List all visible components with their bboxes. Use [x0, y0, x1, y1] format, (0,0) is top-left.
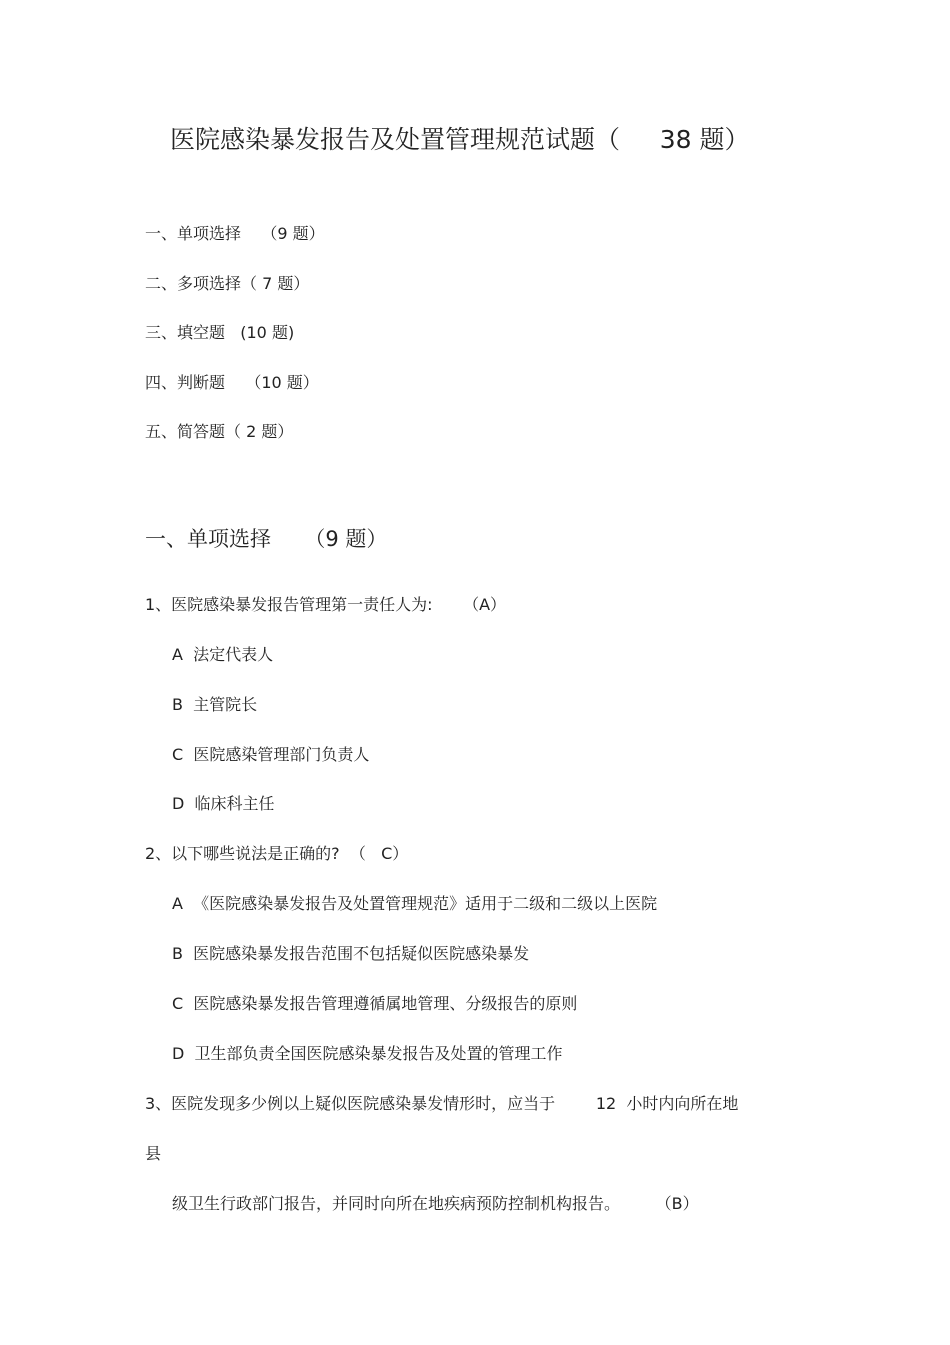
toc-item-multiple-choice: 二、多项选择（ 7 题） — [145, 274, 310, 293]
question-2-option-c: C 医院感染暴发报告管理遵循属地管理、分级报告的原则 — [172, 994, 578, 1013]
question-3-line-2: 县 — [145, 1144, 162, 1163]
toc-item-fill-blank: 三、填空题 (10 题) — [145, 323, 295, 342]
question-1-option-c: C 医院感染管理部门负责人 — [172, 745, 370, 764]
toc-item-true-false: 四、判断题 （10 题） — [145, 373, 319, 392]
question-1-option-a: A 法定代表人 — [172, 645, 274, 664]
question-3-line-3: 级卫生行政部门报告，并同时向所在地疾病预防控制机构报告。 （B） — [172, 1194, 699, 1213]
question-2-option-b: B 医院感染暴发报告范围不包括疑似医院感染暴发 — [172, 944, 530, 963]
page-title: 医院感染暴发报告及处置管理规范试题（ 38 题） — [170, 125, 750, 154]
toc-item-single-choice: 一、单项选择 （9 题） — [145, 224, 325, 243]
question-3-line-1: 3、医院发现多少例以上疑似医院感染暴发情形时，应当于 12 小时内向所在地 — [145, 1094, 739, 1113]
question-2-option-d: D 卫生部负责全国医院感染暴发报告及处置的管理工作 — [172, 1044, 563, 1063]
question-2-option-a: A 《医院感染暴发报告及处置管理规范》适用于二级和二级以上医院 — [172, 894, 658, 913]
question-1: 1、医院感染暴发报告管理第一责任人为: （A） — [145, 595, 507, 614]
section-heading-single-choice: 一、单项选择 （9 题） — [145, 527, 388, 551]
question-1-option-b: B 主管院长 — [172, 695, 258, 714]
question-2: 2、以下哪些说法是正确的? （ C） — [145, 844, 409, 863]
question-1-option-d: D 临床科主任 — [172, 794, 275, 813]
toc-item-short-answer: 五、简答题（ 2 题） — [145, 422, 294, 441]
